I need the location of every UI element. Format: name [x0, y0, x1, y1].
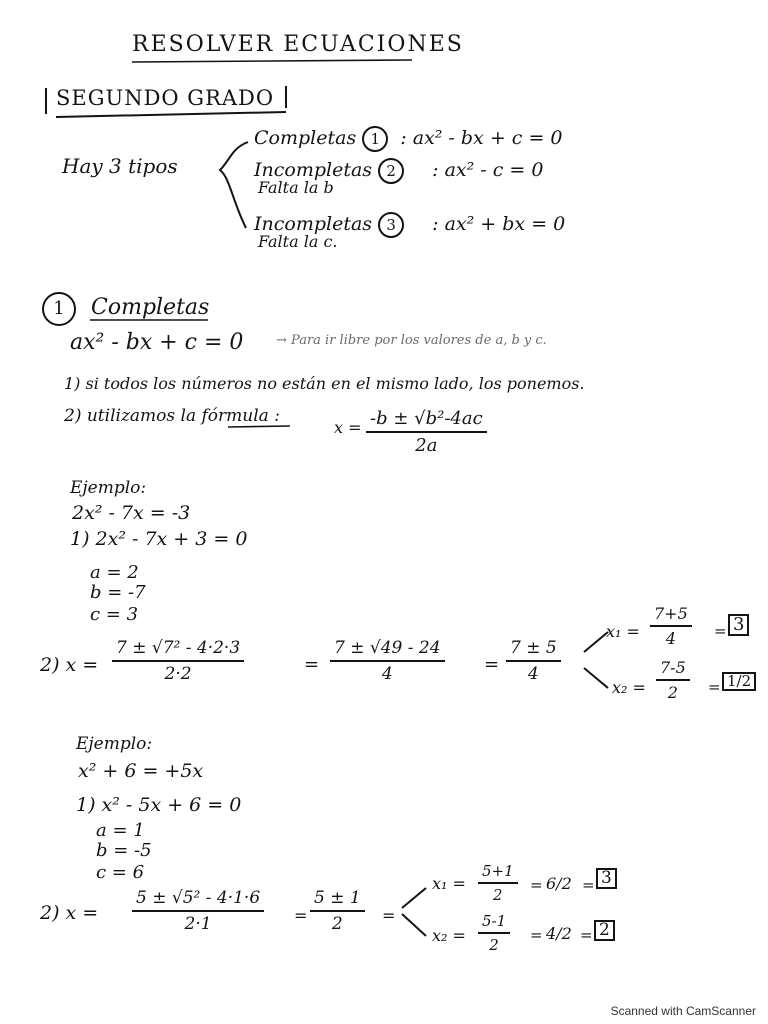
example-1-fraction-3 [506, 640, 561, 683]
type-number-badge: 2 [378, 158, 404, 184]
fraction-numerator: 7 ± √49 - 24 [330, 640, 445, 662]
example-1-step-1: 1) 2x² - 7x + 3 = 0 [70, 528, 248, 550]
equals-sign: = [582, 876, 595, 894]
example-2-x1-result: 3 [596, 868, 617, 889]
quadratic-formula [366, 410, 487, 455]
equals-sign: = [304, 654, 320, 675]
example-1-a: a = 2 [90, 562, 139, 583]
type-incompletas-b-equation: : ax² - c = 0 [432, 159, 544, 181]
rule-step-2: 2) utilizamos la fórmula : [64, 406, 280, 426]
example-2-x1-label: x₁ = [432, 874, 466, 893]
example-2-fraction-2 [310, 890, 365, 933]
formula-numerator: -b ± √b²-4ac [366, 410, 487, 433]
fraction-numerator: 5 ± 1 [310, 890, 365, 912]
fraction-denominator: 2·1 [184, 914, 212, 934]
equals-sign: = [382, 906, 396, 925]
fraction-numerator: 7 ± √7² - 4·2·3 [112, 640, 244, 662]
example-1-x1-result: 3 [728, 614, 749, 636]
fraction-numerator: 5+1 [478, 864, 518, 884]
example-1-x2-label: x₂ = [612, 678, 646, 697]
fraction-denominator: 2 [667, 683, 678, 702]
types-intro: Hay 3 tipos [62, 154, 178, 178]
example-2-label: Ejemplo: [76, 734, 153, 754]
example-2-step-2: 2) x = [40, 902, 99, 924]
example-2-x2-label: x₂ = [432, 926, 466, 945]
section-number-badge: 1 [42, 292, 76, 326]
example-2-step-1: 1) x² - 5x + 6 = 0 [76, 794, 242, 816]
fraction-denominator: 2 [331, 914, 343, 934]
rule-step-1: 1) si todos los números no están en el mismo lado, los ponemos. [64, 374, 585, 393]
example-1-step-2: 2) x = [40, 654, 99, 676]
type-completas [254, 126, 563, 152]
type-number-badge: 3 [378, 212, 404, 238]
example-1-x1-label: x₁ = [606, 622, 640, 641]
type-incompletas-b-note: Falta la b [258, 178, 334, 197]
type-incompletas-c-label: Incompletas [254, 213, 373, 235]
type-incompletas-c-equation: : ax² + bx = 0 [432, 213, 566, 235]
fraction-denominator: 2·2 [164, 664, 192, 684]
example-1-b: b = -7 [90, 582, 146, 603]
fraction-denominator: 4 [527, 664, 539, 684]
equals-sign: = [530, 876, 543, 894]
equals-sign: = [484, 654, 500, 675]
general-equation-note: → Para ir libre por los valores de a, b y c. [276, 333, 547, 348]
fraction-denominator: 2 [489, 936, 499, 954]
fraction-denominator: 4 [665, 629, 676, 648]
example-1-x2-fraction [656, 660, 690, 701]
fraction-numerator: 5-1 [478, 914, 510, 934]
section-subtitle: SEGUNDO GRADO [56, 86, 275, 110]
fraction-denominator: 2 [493, 886, 503, 904]
example-1-c: c = 3 [90, 604, 139, 625]
example-2-x2-result: 2 [594, 920, 615, 941]
example-1-x2-result: 1/2 [722, 672, 756, 691]
fraction-numerator: 7 ± 5 [506, 640, 561, 662]
fraction-numerator: 5 ± √5² - 4·1·6 [132, 890, 264, 912]
fraction-denominator: 4 [381, 664, 393, 684]
page-title: RESOLVER ECUACIONES [132, 32, 464, 57]
example-2-b: b = -5 [96, 840, 152, 861]
scanner-watermark: Scanned with CamScanner [610, 1004, 756, 1018]
type-number-badge: 1 [362, 126, 388, 152]
fraction-numerator: 7+5 [650, 606, 692, 627]
formula-lhs: x = [334, 418, 362, 437]
equals-sign: = [708, 678, 721, 696]
section-completas-heading [42, 292, 209, 326]
fraction-numerator: 7-5 [656, 660, 690, 681]
example-1-x1-fraction [650, 606, 692, 647]
type-incompletas-b-label: Incompletas [254, 159, 373, 181]
equals-sign: = [294, 906, 308, 925]
type-incompletas-c-note: Falta la c. [258, 232, 338, 251]
example-2-a: a = 1 [96, 820, 145, 841]
type-completas-label: Completas [254, 127, 357, 149]
example-1-label: Ejemplo: [70, 478, 147, 498]
example-2-c: c = 6 [96, 862, 145, 883]
section-heading-text: Completas [91, 295, 210, 320]
example-2-x2-fraction [478, 914, 510, 953]
equals-sign: = [530, 926, 543, 944]
example-1-fraction-1 [112, 640, 244, 683]
example-1-given: 2x² - 7x = -3 [72, 502, 191, 524]
example-2-x1-intermediate: 6/2 [546, 874, 572, 893]
example-2-x1-fraction [478, 864, 518, 903]
example-2-given: x² + 6 = +5x [78, 760, 204, 782]
equals-sign: = [714, 622, 727, 640]
example-1-fraction-2 [330, 640, 445, 683]
type-completas-equation: : ax² - bx + c = 0 [400, 127, 563, 149]
example-2-fraction-1 [132, 890, 264, 933]
example-2-x2-intermediate: 4/2 [546, 924, 572, 943]
equals-sign: = [580, 926, 593, 944]
general-equation: ax² - bx + c = 0 [70, 330, 244, 355]
formula-denominator: 2a [415, 435, 438, 456]
